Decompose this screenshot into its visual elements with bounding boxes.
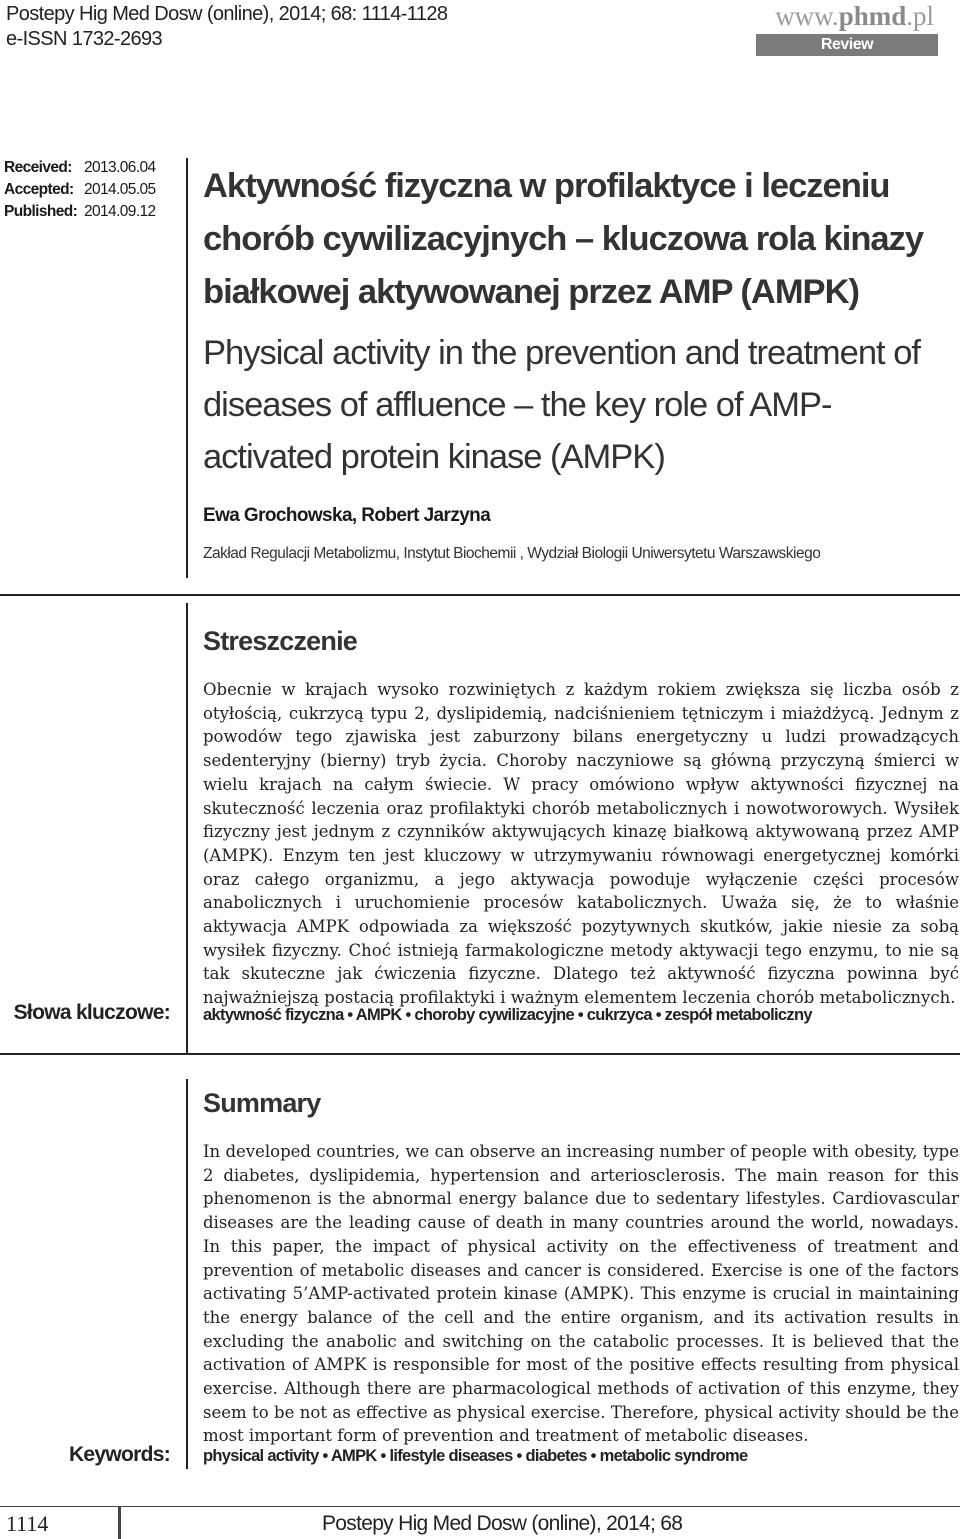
keywords-label-english: Keywords: bbox=[68, 1443, 170, 1466]
received-date bbox=[4, 157, 156, 179]
page-number: 1114 bbox=[6, 1511, 49, 1536]
keywords-label-polish: Słowa kluczowe: bbox=[13, 1001, 170, 1024]
vertical-divider bbox=[186, 603, 188, 1053]
footer-citation: Postepy Hig Med Dosw (online), 2014; 68 bbox=[322, 1512, 683, 1535]
vertical-divider bbox=[186, 1079, 188, 1469]
published-date bbox=[4, 201, 156, 223]
vertical-divider bbox=[186, 158, 188, 578]
title-english: Physical activity in the prevention and treatment of diseases of affluence – the key role of AMP-activated protein kinase (AMPK) bbox=[203, 334, 920, 476]
date-label: Accepted: bbox=[4, 181, 74, 198]
horizontal-divider bbox=[0, 1053, 960, 1055]
date-value: 2014.05.05 bbox=[84, 181, 156, 198]
horizontal-divider bbox=[0, 594, 960, 596]
footer-separator bbox=[118, 1507, 121, 1539]
date-value: 2013.06.04 bbox=[84, 159, 156, 176]
abstract-heading-english: Summary bbox=[203, 1088, 321, 1118]
date-value: 2014.09.12 bbox=[84, 203, 156, 220]
site-suffix: .pl bbox=[906, 1, 934, 31]
accepted-date bbox=[4, 179, 156, 201]
affiliation: Zakład Regulacji Metabolizmu, Instytut Biochemii , Wydział Biologii Uniwersytetu Warszawskiego bbox=[203, 545, 821, 562]
abstract-text-english: In developed countries, we can observe an increasing number of people with obesity, type 2 diabetes, dyslipidemia, hypertension and arteriosclerosis. The main reason for this phenomenon is the abnormal energy balance due to sedentary lifestyles. Cardiovascular diseases are the leading cause of death in many countries around the world, nowadays. In this paper, the impact of physical activity on the effectiveness of treatment and prevention of metabolic diseases and cancer is considered. Exercise is one of the factors activating 5’AMP-activated protein kinase (AMPK). This enzyme is crucial in maintaining the energy balance of the cell and the entire organism, and its activation results in excluding the anabolic and switching on the catabolic processes. It is believed that the activation of AMPK is responsible for most of the positive effects resulting from physical exercise. Although there are pharmacological methods of activation of this enzyme, they seem to be not as effective as physical exercise. Therefore, physical activity should be the most important form of prevention and treatment of metabolic diseases. bbox=[203, 1142, 959, 1446]
date-label: Received: bbox=[4, 159, 72, 176]
site-prefix: www. bbox=[775, 1, 839, 31]
journal-citation: Postepy Hig Med Dosw (online), 2014; 68: 1114-1128 bbox=[6, 3, 448, 25]
authors: Ewa Grochowska, Robert Jarzyna bbox=[203, 505, 491, 526]
footer-rule bbox=[0, 1506, 960, 1507]
journal-issn: e-ISSN 1732-2693 bbox=[6, 28, 163, 50]
title-polish: Aktywność fizyczna w profilaktyce i leczeniu chorób cywilizacyjnych – kluczowa rola kinazy białkowej aktywowanej przez AMP (AMPK) bbox=[203, 167, 924, 311]
abstract-heading-polish: Streszczenie bbox=[203, 626, 357, 656]
abstract-text-polish: Obecnie w krajach wysoko rozwiniętych z każdym rokiem zwiększa się liczba osób z otyłością, cukrzycą typu 2, dyslipidemią, nadciśnieniem tętniczym i miażdżycą. Jednym z powodów tego zjawiska jest zaburzony bilans energetyczny u ludzi prowadzących sedenteryjny (bierny) tryb życia. Choroby naczyniowe są główną przyczyną śmierci w wielu krajach na całym świecie. W pracy omówiono wpływ aktywności fizycznej na skuteczność leczenia oraz profilaktyki chorób metabolicznych i nowotworowych. Wysiłek fizyczny jest jednym z czynników aktywujących kinazę białkową aktywowaną przez AMP (AMPK). Enzym ten jest kluczowy w utrzymywaniu równowagi energetycznej komórki oraz całego organizmu, a jego aktywacja powoduje wyłączenie części procesów anabolicznych i uruchomienie procesów katabolicznych. Uważa się, że to właśnie aktywacja AMPK odpowiada za większość pozytywnych skutków, jakie niesie za sobą wysiłek fizyczny. Choć istnieją farmakologiczne metody aktywacji tego enzymu, to nie są tak skuteczne jak ćwiczenia fizyczne. Dlatego też aktywność fizyczna powinna być najważniejszą postacią profilaktyki i ważnym elementem leczenia chorób metabolicznych. bbox=[203, 680, 959, 1008]
site-name: phmd bbox=[838, 1, 907, 31]
keywords-english: physical activity • AMPK • lifestyle diseases • diabetes • metabolic syndrome bbox=[203, 1447, 748, 1465]
date-label: Published: bbox=[4, 203, 78, 220]
article-type-badge: Review bbox=[756, 34, 938, 56]
journal-website[interactable] bbox=[775, 0, 934, 32]
keywords-polish: aktywność fizyczna • AMPK • choroby cywilizacyjne • cukrzyca • zespół metaboliczny bbox=[203, 1006, 812, 1024]
